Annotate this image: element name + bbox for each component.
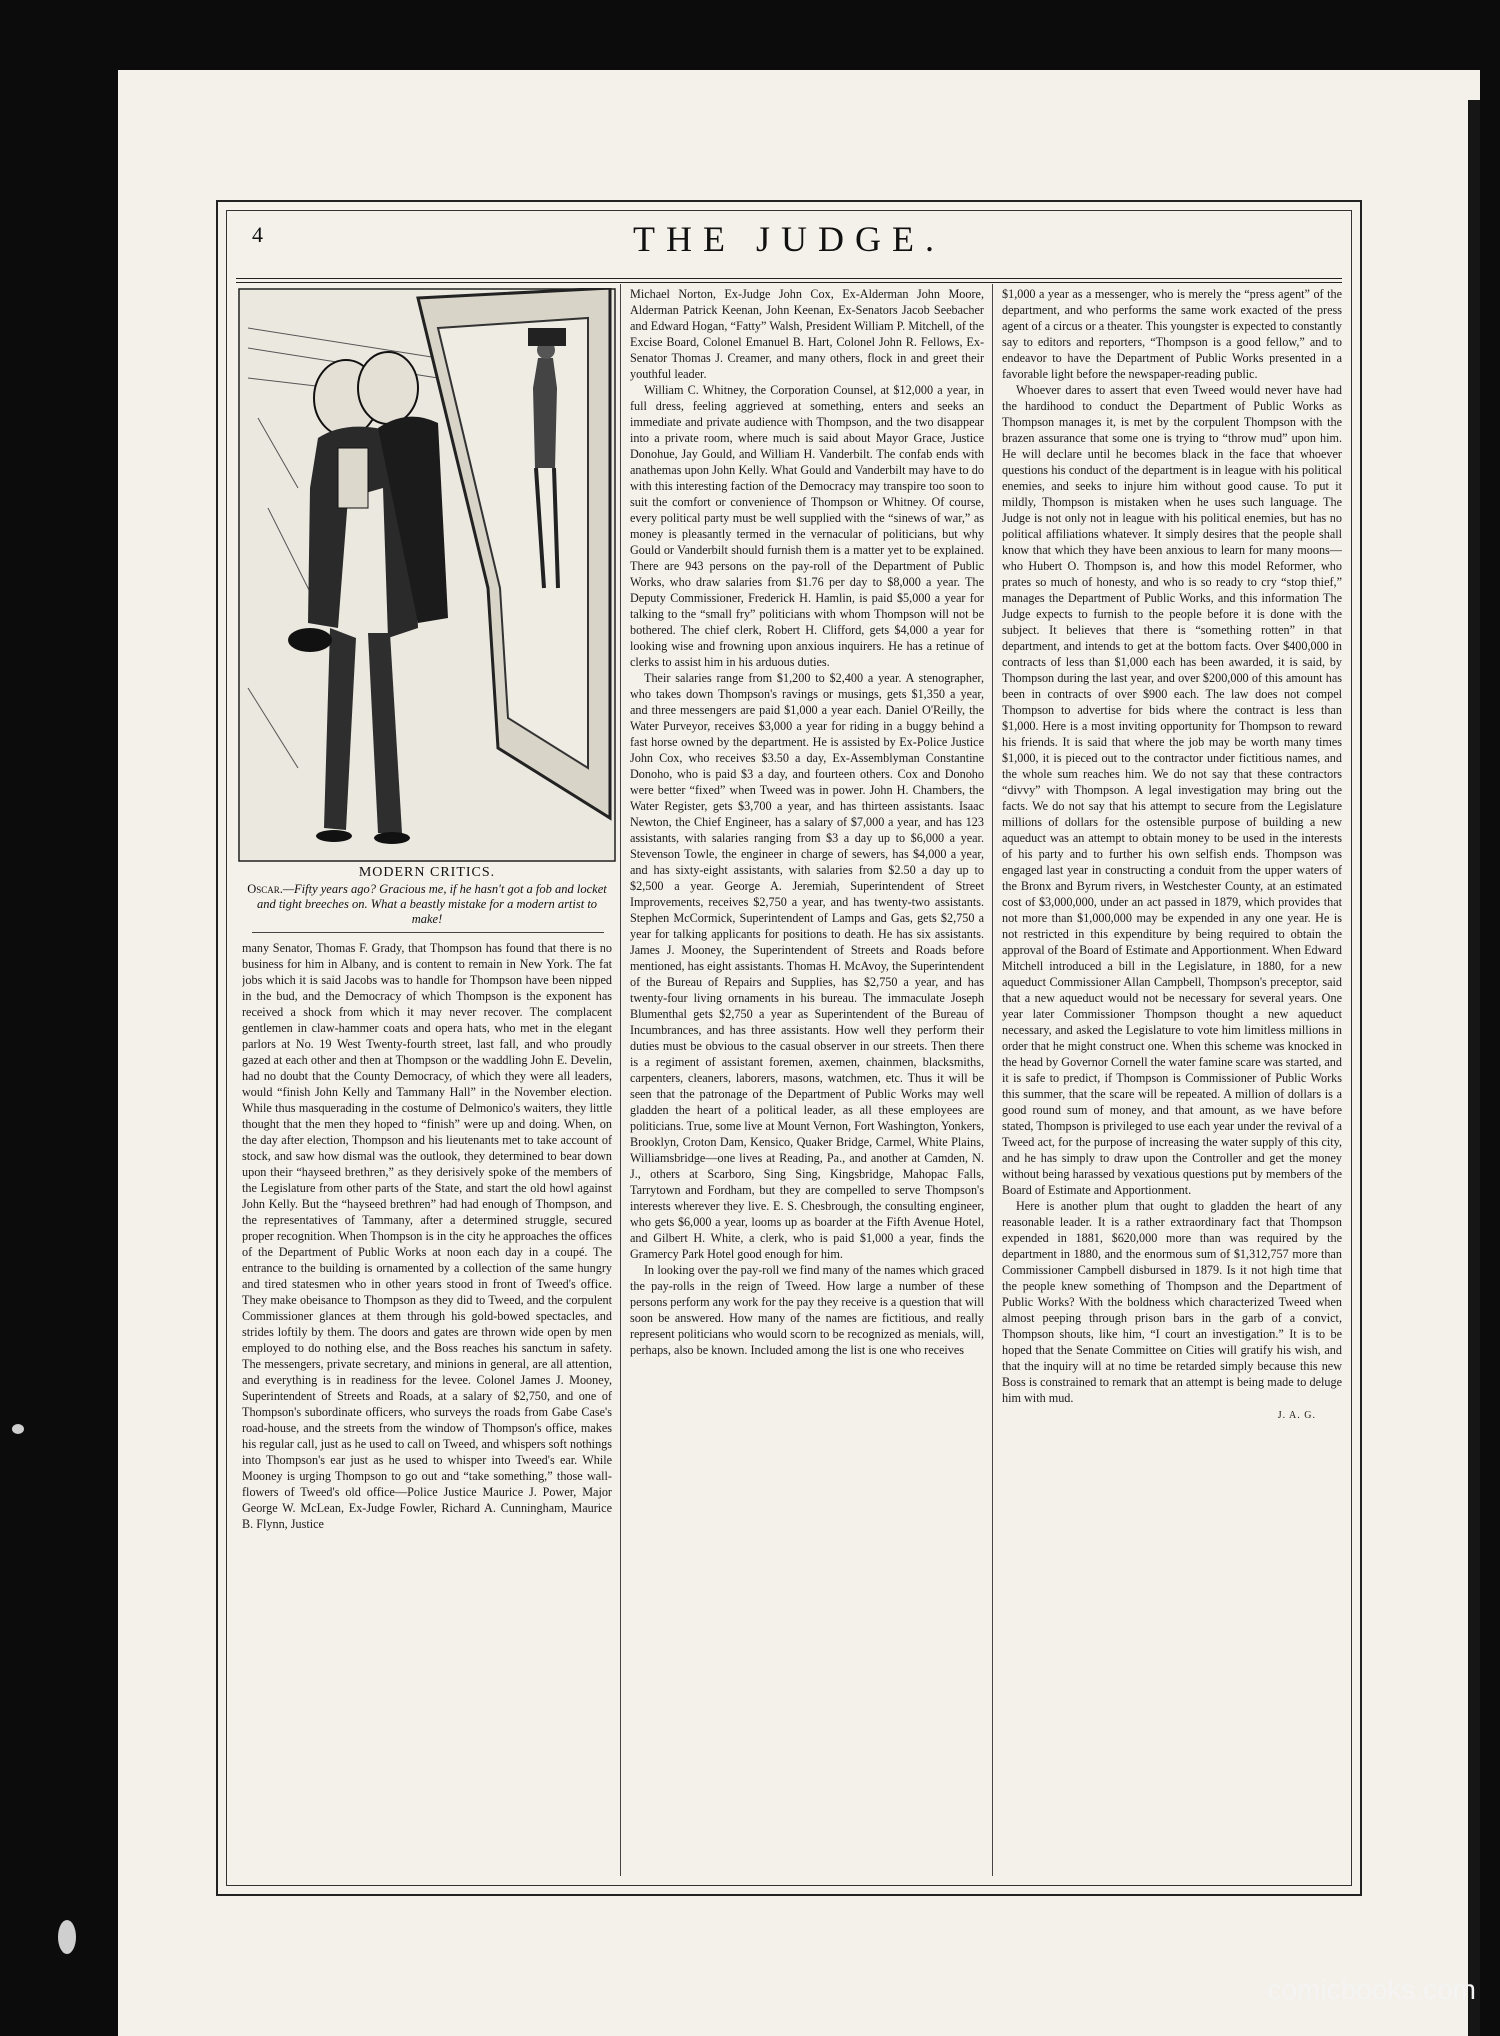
article-paragraph: Michael Norton, Ex-Judge John Cox, Ex-Alderman John Moore, Alderman Patrick Keenan, John Keenan, Ex-Senators Jacob Seebacher and Edward Hogan, “Fatty” Walsh, President William P. Mitchell, of the Excise Board, Colonel Emanuel B. Hart, Colonel John R. Fellows, Ex-Senator Thomas J. Creamer, and many others, flock in and greet their youthful leader. bbox=[630, 287, 984, 381]
caption-quote: —Fifty years ago? Gracious me, if he hasn't got a fob and locket and tight breeches on. What a beastly mistake for a modern artist to make! bbox=[256, 882, 607, 926]
caption-text bbox=[238, 882, 616, 927]
article-paragraph: Their salaries range from $1,200 to $2,400 a year. A stenographer, who takes down Thompson's ravings or musings, gets $1,350 a year, and three messengers are paid $1,000 a year each. Daniel O'Reilly, the Water Purveyor, receives $3,000 a year for riding in a buggy behind a fast horse owned by the department. He is assisted by Ex-Police Justice John Cox, who receives $3.50 a day, Ex-Assemblyman Constantine Donoho, who is paid $3 a day, and fourteen others. Cox and Donoho were better “fixed” when Tweed was in power. John H. Chambers, the Water Register, gets $3,700 a year, and has thirteen assistants. Isaac Newton, the Chief Engineer, has a salary of $7,000 a year, and has 123 assistants, with salaries ranging from $3 a day up to $6,000 a year. Stevenson Towle, the engineer in charge of sewers, has $4,000 a year, and has sixty-eight assistants, with salaries from $2.50 a day up to $2,500 a year. George A. Jeremiah, Superintendent of Street Improvements, receives $2,750 a year, and has twenty-two assistants. Stephen McCormick, Superintendent of Lamps and Gas, gets $2,750 a year for talking applicants for positions to death. He has six assistants. James J. Mooney, the Superintendent of Streets and Roads before mentioned, has eight assistants. Thomas H. McAvoy, the Superintendent of the Bureau of Repairs and Supplies, has $2,750 a year, and has twenty-four living ornaments in his bureau. The immaculate Joseph Blumenthal gets $2,750 a year as Superintendent of the Bureau of Incumbrances, and has three assistants. How well they perform their duties must be obvious to the casual observer in our streets. Then there is a regiment of assistant foremen, axemen, chainmen, blacksmiths, carpenters, cleaners, laborers, masons, watchmen, etc. Thus it will be seen that the patronage of the Department of Public Works may well gladden the heart of a political leader, as all these employees are politicians. True, some live at Mount Vernon, Fort Washington, Yonkers, Brooklyn, Croton Dam, Kensico, Quaker Bridge, Carmel, White Plains, Williamsbridge—one lives at Reading, Pa., and another at Camden, N. J., others at Scarboro, Sing Sing, Kingsbridge, Mahopac Falls, Tarrytown and Fordham, but they are compelled to serve Thompson's interests wherever they live. E. S. Chesbrough, the consulting engineer, who gets $6,000 a year, looms up as boarder at the Fifth Avenue Hotel, and Gilbert H. White, a clerk, who is paid $1,000 a year, finds the Gramercy Park Hotel good enough for him. bbox=[630, 671, 984, 1261]
caption-title: MODERN CRITICS. bbox=[358, 865, 496, 880]
masthead: THE JUDGE. bbox=[633, 219, 945, 259]
article-paragraph: Here is another plum that ought to gladden the heart of any reasonable leader. It is a rather extraordinary fact that Thompson expended in 1881, $620,000 more than was required by the department in 1880, and the enormous sum of $1,312,757 more than Commissioner Campbell disbursed in 1879. Is it not high time that the people knew something of Thompson and the Department of Public Works? With the boldness which characterized Tweed when almost peeping through prison bars in the garb of a convict, Thompson shouts, like him, “I court an investigation.” It is to be hoped that the Senate Committee on Cities will gratify his wish, and that the inquiry will at no time be retarded simply because this new Boss is constrained to remark that an attempt is being made to deluge him with mud. bbox=[1002, 1199, 1342, 1405]
article-paragraph: $1,000 a year as a messenger, who is merely the “press agent” of the department, and who performs the same work exacted of the press agent of a circus or a theater. This youngster is expected to constantly say to editors and reporters, “Thompson is a good fellow,” and to endeavor to have the Department of Public Works presented in a favorable light before the newspaper-reading public. bbox=[1002, 287, 1342, 381]
masthead-rule bbox=[236, 278, 1342, 279]
article-column-2 bbox=[630, 286, 984, 1880]
column-divider bbox=[992, 284, 993, 1876]
caption-rule bbox=[252, 932, 604, 933]
article-column-1 bbox=[242, 940, 612, 1880]
article-paragraph: William C. Whitney, the Corporation Counsel, at $12,000 a year, in full dress, feeling aggrieved at something, enters and seeks an immediate and private audience with Thompson, and the two disappear into a private room, where much is said about Mayor Grace, Justice Donohue, Jay Gould, and William H. Vanderbilt. The confab ends with anathemas upon John Kelly. What Gould and Vanderbilt may have to do with this interesting faction of the Democracy may transpire too soon to suit the comfort or convenience of Thompson or Whitney. Of course, every political party must be well supplied with the “sinews of war,” as money is pleasantly termed in the vernacular of politicians, but why Gould or Vanderbilt should furnish them is a matter yet to be explained. There are 943 persons on the pay-roll of the Department of Public Works, who draw salaries from $1.76 per day to $8,000 a year. The Deputy Commissioner, Frederick H. Hamlin, is paid $5,000 a year for talking to the “small fry” politicians with whom Thompson will not be bothered. The chief clerk, Robert H. Clifford, gets $4,000 a year for looking wise and frowning upon anxious inquirers. He has a retinue of clerks to assist him in his arduous duties. bbox=[630, 383, 984, 669]
dust-spot bbox=[12, 1424, 24, 1434]
site-watermark: comicbooks.com bbox=[1267, 1974, 1476, 2005]
article-paragraph: Whoever dares to assert that even Tweed would never have had the hardihood to conduct the Department of Public Works as Thompson manages it, is met by the corpulent Thompson with the brazen assurance that some one is trying to “throw mud” upon him. He will declare until he becomes black in the face that whoever questions his conduct of the department is in league with his political enemies, and seeks to injure him without good cause. To put it mildly, Thompson is mistaken when he uses such language. The Judge is not only not in league with his political enemies, but has no political affiliations whatever. It simply desires that the people shall know that which they have been anxious to learn for many moons—who Hubert O. Thompson is, and how this model Reformer, who prates so much of honesty, and who is so ready to cry “stop thief,” manages the Department of Public Works, and this information The Judge expects to furnish to the people before it is done with the subject. It believes that there is “something rotten” in that department, and intends to get at the bottom facts. Over $400,000 in contracts of less than $1,000 each has been awarded, it is said, by Thompson during the last year, and over $200,000 of this amount has been in contracts of over $900 each. The law does not compel Thompson to advertise for bids where the contract is less than $1,000. Here is a most inviting opportunity for Thompson to reward his friends. It is said that where the job may be worth many times $1,000, it is pieced out to the contractor under fictitious names, and the whole sum reaches him. We do not say that these contractors “divvy” with Thompson. A legal investigation may bring out the facts. We do not say that his attempt to secure from the Legislature millions of dollars for the ostensible purpose of building a new aqueduct was an attempt to obtain money to be used in the interests of his party and to further his own selfish ends. Thompson was engaged last year in constructing a conduit from the upper waters of the Bronx and Byrum rivers, in Westchester County, at an estimated cost of $3,000,000, under an act passed in 1879, which provides that not more than $1,000,000 may be expended in any one year. He is not restricted in this expenditure by being required to obtain the approval of the Board of Estimate and Apportionment. When Edward Mitchell introduced a bill in the Legislature, in 1880, for a new aqueduct Commissioner Allan Campbell, Thompson's preceptor, said that a new aqueduct would not be necessary for several years. One year later Commissioner Thompson thought a new aqueduct necessary, and asked the Legislature to vote him limitless millions in order that he might construct one. When this scheme was knocked in the head by Governor Cornell the water famine scare was started, and it is safe to predict, if Thompson is Commissioner of Public Works this summer, that the scare will be repeated. A million of dollars is a good round sum of money, and that amount, as we have before stated, Thompson is privileged to use each year under the revival of a Tweed act, for the purpose of increasing the water supply of this city, and he has simply to draw upon the Controller and get the money without being harassed by vexatious questions put by members of the Board of Estimate and Apportionment. bbox=[1002, 383, 1342, 1197]
caption-speaker: Oscar. bbox=[247, 882, 283, 896]
illustration-caption bbox=[238, 864, 616, 927]
author-signature: J. A. G. bbox=[1277, 1410, 1316, 1421]
page-number: 4 bbox=[252, 222, 263, 247]
article-paragraph: In looking over the pay-roll we find many of the names which graced the pay-rolls in the reign of Tweed. How large a number of these persons perform any work for the pay they receive is a question that will soon be answered. How many of the names are fictitious, and really represent politicians who would scorn to be recognized as menials, will, perhaps, also be known. Included among the list is one who receives bbox=[630, 1263, 984, 1357]
modern-critics-illustration bbox=[238, 288, 616, 862]
masthead-rule bbox=[236, 282, 1342, 283]
next-page-edge bbox=[1468, 100, 1480, 2036]
dust-spot bbox=[58, 1920, 76, 1954]
column-divider bbox=[620, 284, 621, 1876]
article-column-3 bbox=[1002, 286, 1342, 1880]
article-paragraph: many Senator, Thomas F. Grady, that Thompson has found that there is no business for him in Albany, and is content to remain in New York. The fat jobs which it is said Jacobs was to handle for Thompson have been nipped in the bud, and the Democracy of which Thompson is the exponent has received a shock from which it may never recover. The complacent gentlemen in claw-hammer coats and opera hats, who met in the elegant parlors at No. 19 West Twenty-fourth street, last fall, and who proudly gazed at each other and then at Thompson or the waddling John E. Develin, had no doubt that the County Democracy, of which they were all leaders, would “finish John Kelly and Tammany Hall” in the November election. While thus masquerading in the costume of Delmonico's waiters, they little thought that the men they hoped to “finish” were up and doing. When, on the day after election, Thompson and his lieutenants met to take account of stock, and saw how dismal was the outlook, they determined to bear down upon their “hayseed brethren,” as they derisively spoke of the members of the Legislature from other parts of the State, and start the old howl against John Kelly. But the “hayseed brethren” had had enough of Thompson, and the representatives of Tammany, after a determined struggle, secured proper recognition. When Thompson is in the city he approaches the offices of the Department of Public Works at noon each day in a coupé. The entrance to the building is ornamented by a collection of the same hungry and tired statesmen who in other years stood in front of Tweed's office. They make obeisance to Thompson as they did to Tweed, and the corpulent Commissioner glances at them through his gold-bowed spectacles, and strides loftily by them. The doors and gates are thrown wide open by men employed to do nothing else, and the Boss reaches his sanctum in safety. The messengers, private secretary, and minions in general, are all attention, and everything is in readiness for the levee. Colonel James J. Mooney, Superintendent of Streets and Roads, at a salary of $2,750, and one of Thompson's subordinate officers, who surveys the roads from Gabe Case's road-house, and the streets from the window of Thompson's office, makes his regular call, just as he used to call on Tweed, and whispers soft nothings into Thompson's ear just as he used to whisper into Tweed's ear. While Mooney is urging Thompson to go out and “take something,” those wall-flowers of Tweed's old office—Police Justice Maurice J. Power, Major George W. McLean, Ex-Judge Fowler, Richard A. Cunningham, Maurice B. Flynn, Justice bbox=[242, 941, 612, 1531]
